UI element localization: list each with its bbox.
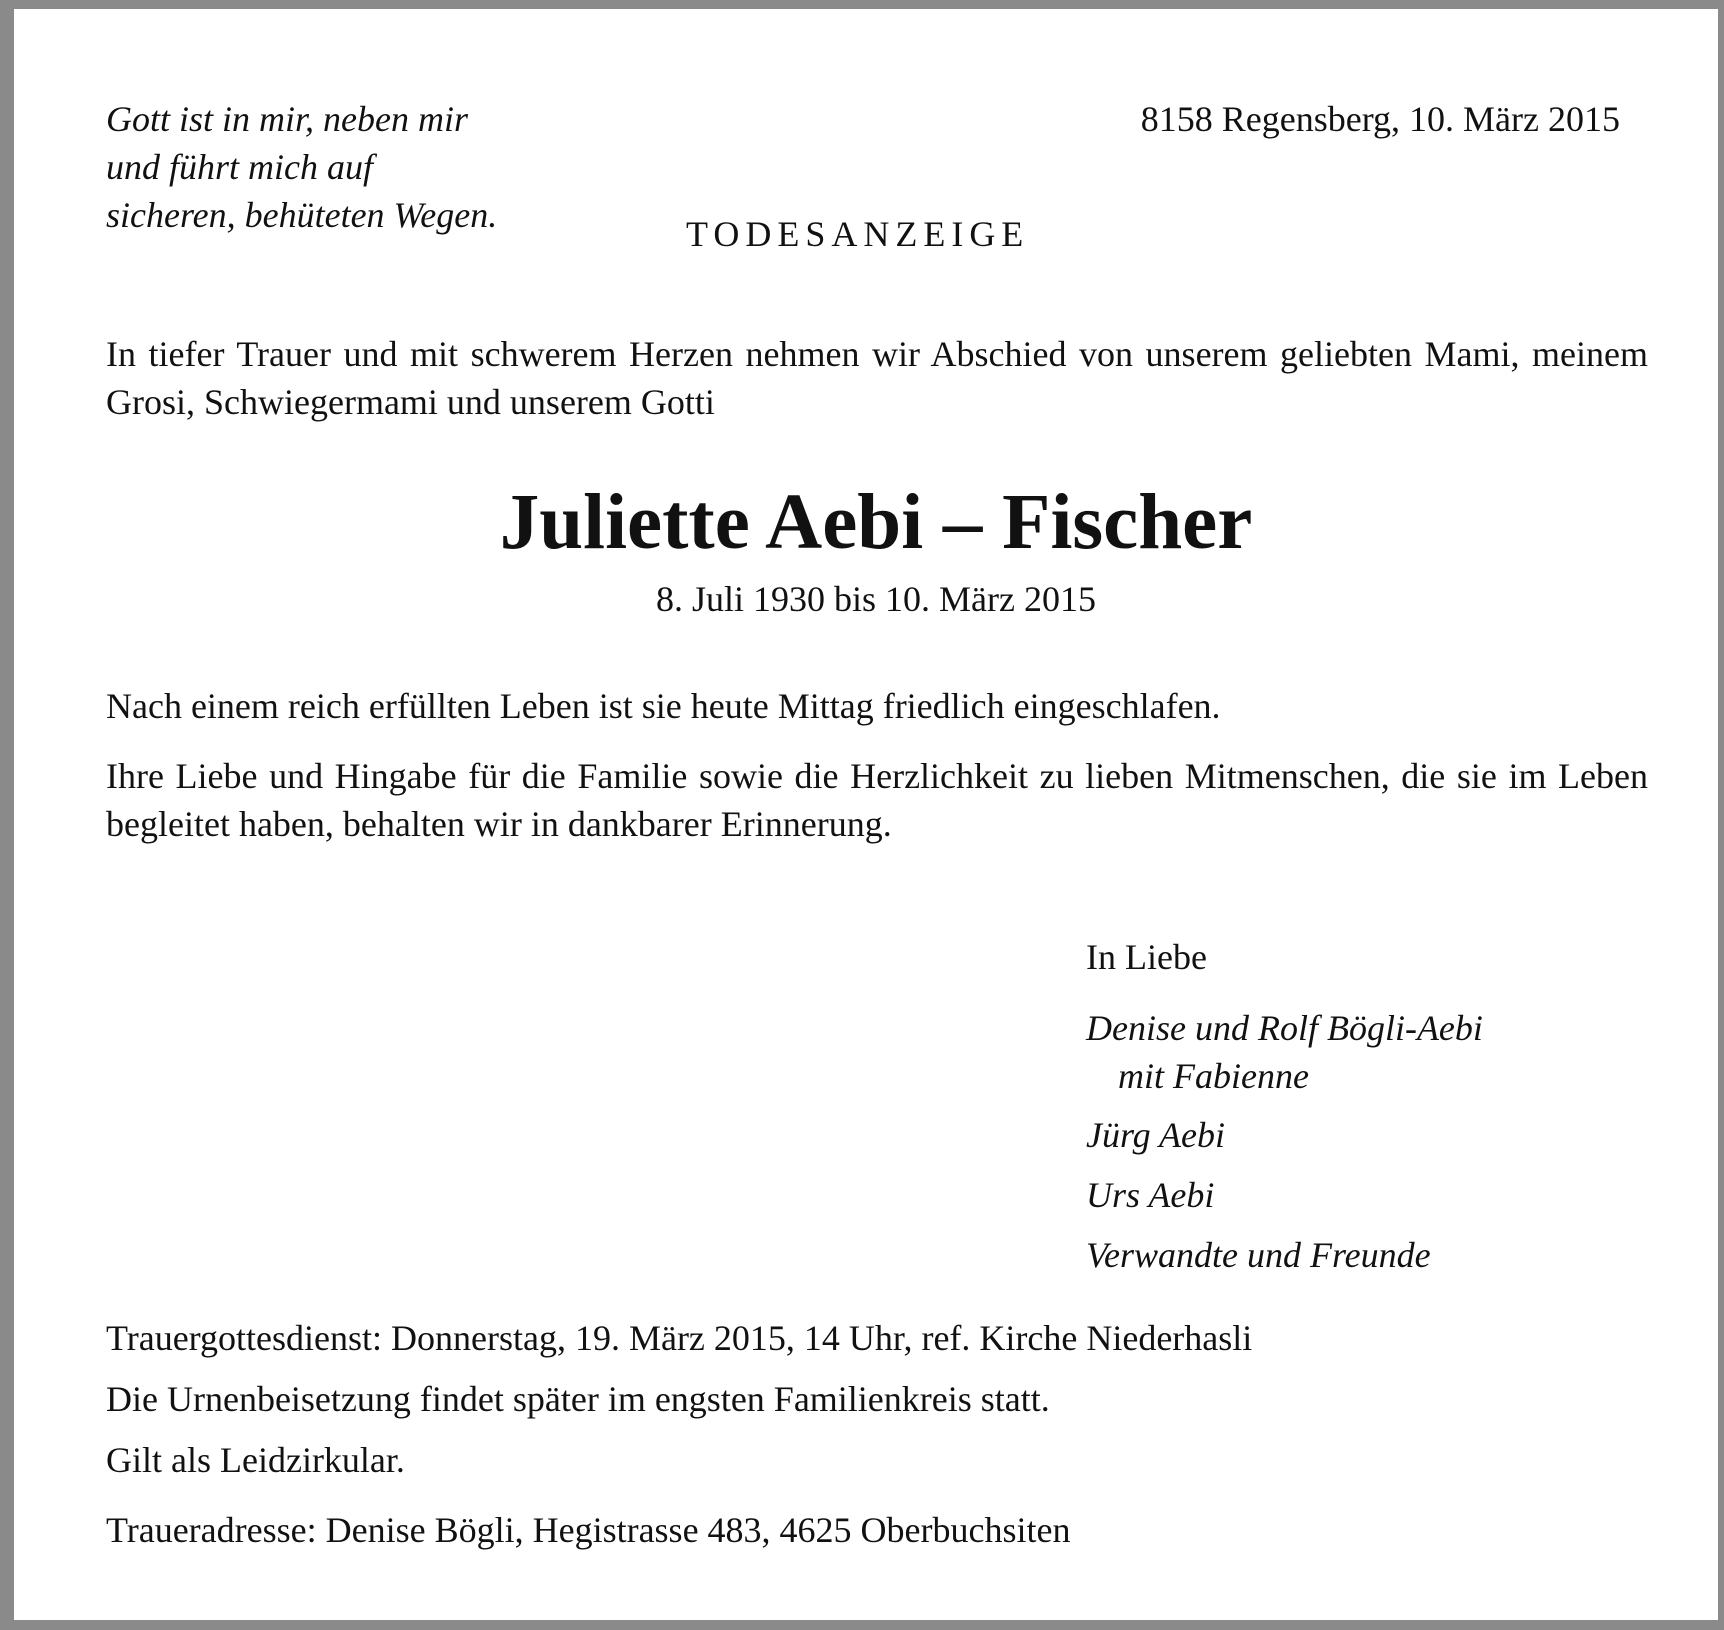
life-dates: 8. Juli 1930 bis 10. März 2015	[656, 579, 1096, 619]
mourning-address: Traueradresse: Denise Bögli, Hegistrasse 483, 4625 Oberbuchsiten	[106, 1510, 1071, 1550]
mourner-name: Verwandte und Freunde	[1086, 1235, 1431, 1275]
motto-line: und führt mich auf	[106, 147, 373, 187]
body-paragraph-2: Ihre Liebe und Hingabe für die Familie sowie die Herzlichkeit zu lieben Mitmenschen, die sie im Leben begleitet haben, behalten wir in dankbarer Erinnerung.	[106, 756, 1648, 844]
closing-phrase: In Liebe	[1086, 937, 1207, 977]
mourner-name: Urs Aebi	[1086, 1175, 1215, 1215]
burial-info: Die Urnenbeisetzung findet später im engsten Familienkreis statt.	[106, 1379, 1050, 1419]
motto-verse	[106, 95, 626, 239]
intro-paragraph: In tiefer Trauer und mit schwerem Herzen nehmen wir Abschied von unserem geliebten Mami, meinem Grosi, Schwiegermami und unserem Gotti	[106, 334, 1648, 422]
deceased-name: Juliette Aebi – Fischer	[499, 479, 1253, 566]
circular-note: Gilt als Leidzirkular.	[106, 1440, 405, 1480]
body-paragraph-1: Nach einem reich erfüllten Leben ist sie heute Mittag friedlich eingeschlafen.	[106, 686, 1221, 726]
mourner-name: Jürg Aebi	[1086, 1115, 1225, 1155]
notice-heading: TODESANZEIGE	[686, 214, 1030, 254]
motto-line: Gott ist in mir, neben mir	[106, 99, 469, 139]
place-date: 8158 Regensberg, 10. März 2015	[1140, 99, 1620, 139]
service-info: Trauergottesdienst: Donnerstag, 19. März 2015, 14 Uhr, ref. Kirche Niederhasli	[106, 1318, 1253, 1358]
mourner-name: Denise und Rolf Bögli-Aebi	[1086, 1008, 1483, 1048]
motto-line: sicheren, behüteten Wegen.	[106, 195, 498, 235]
mourner-name: mit Fabienne	[1118, 1056, 1309, 1096]
